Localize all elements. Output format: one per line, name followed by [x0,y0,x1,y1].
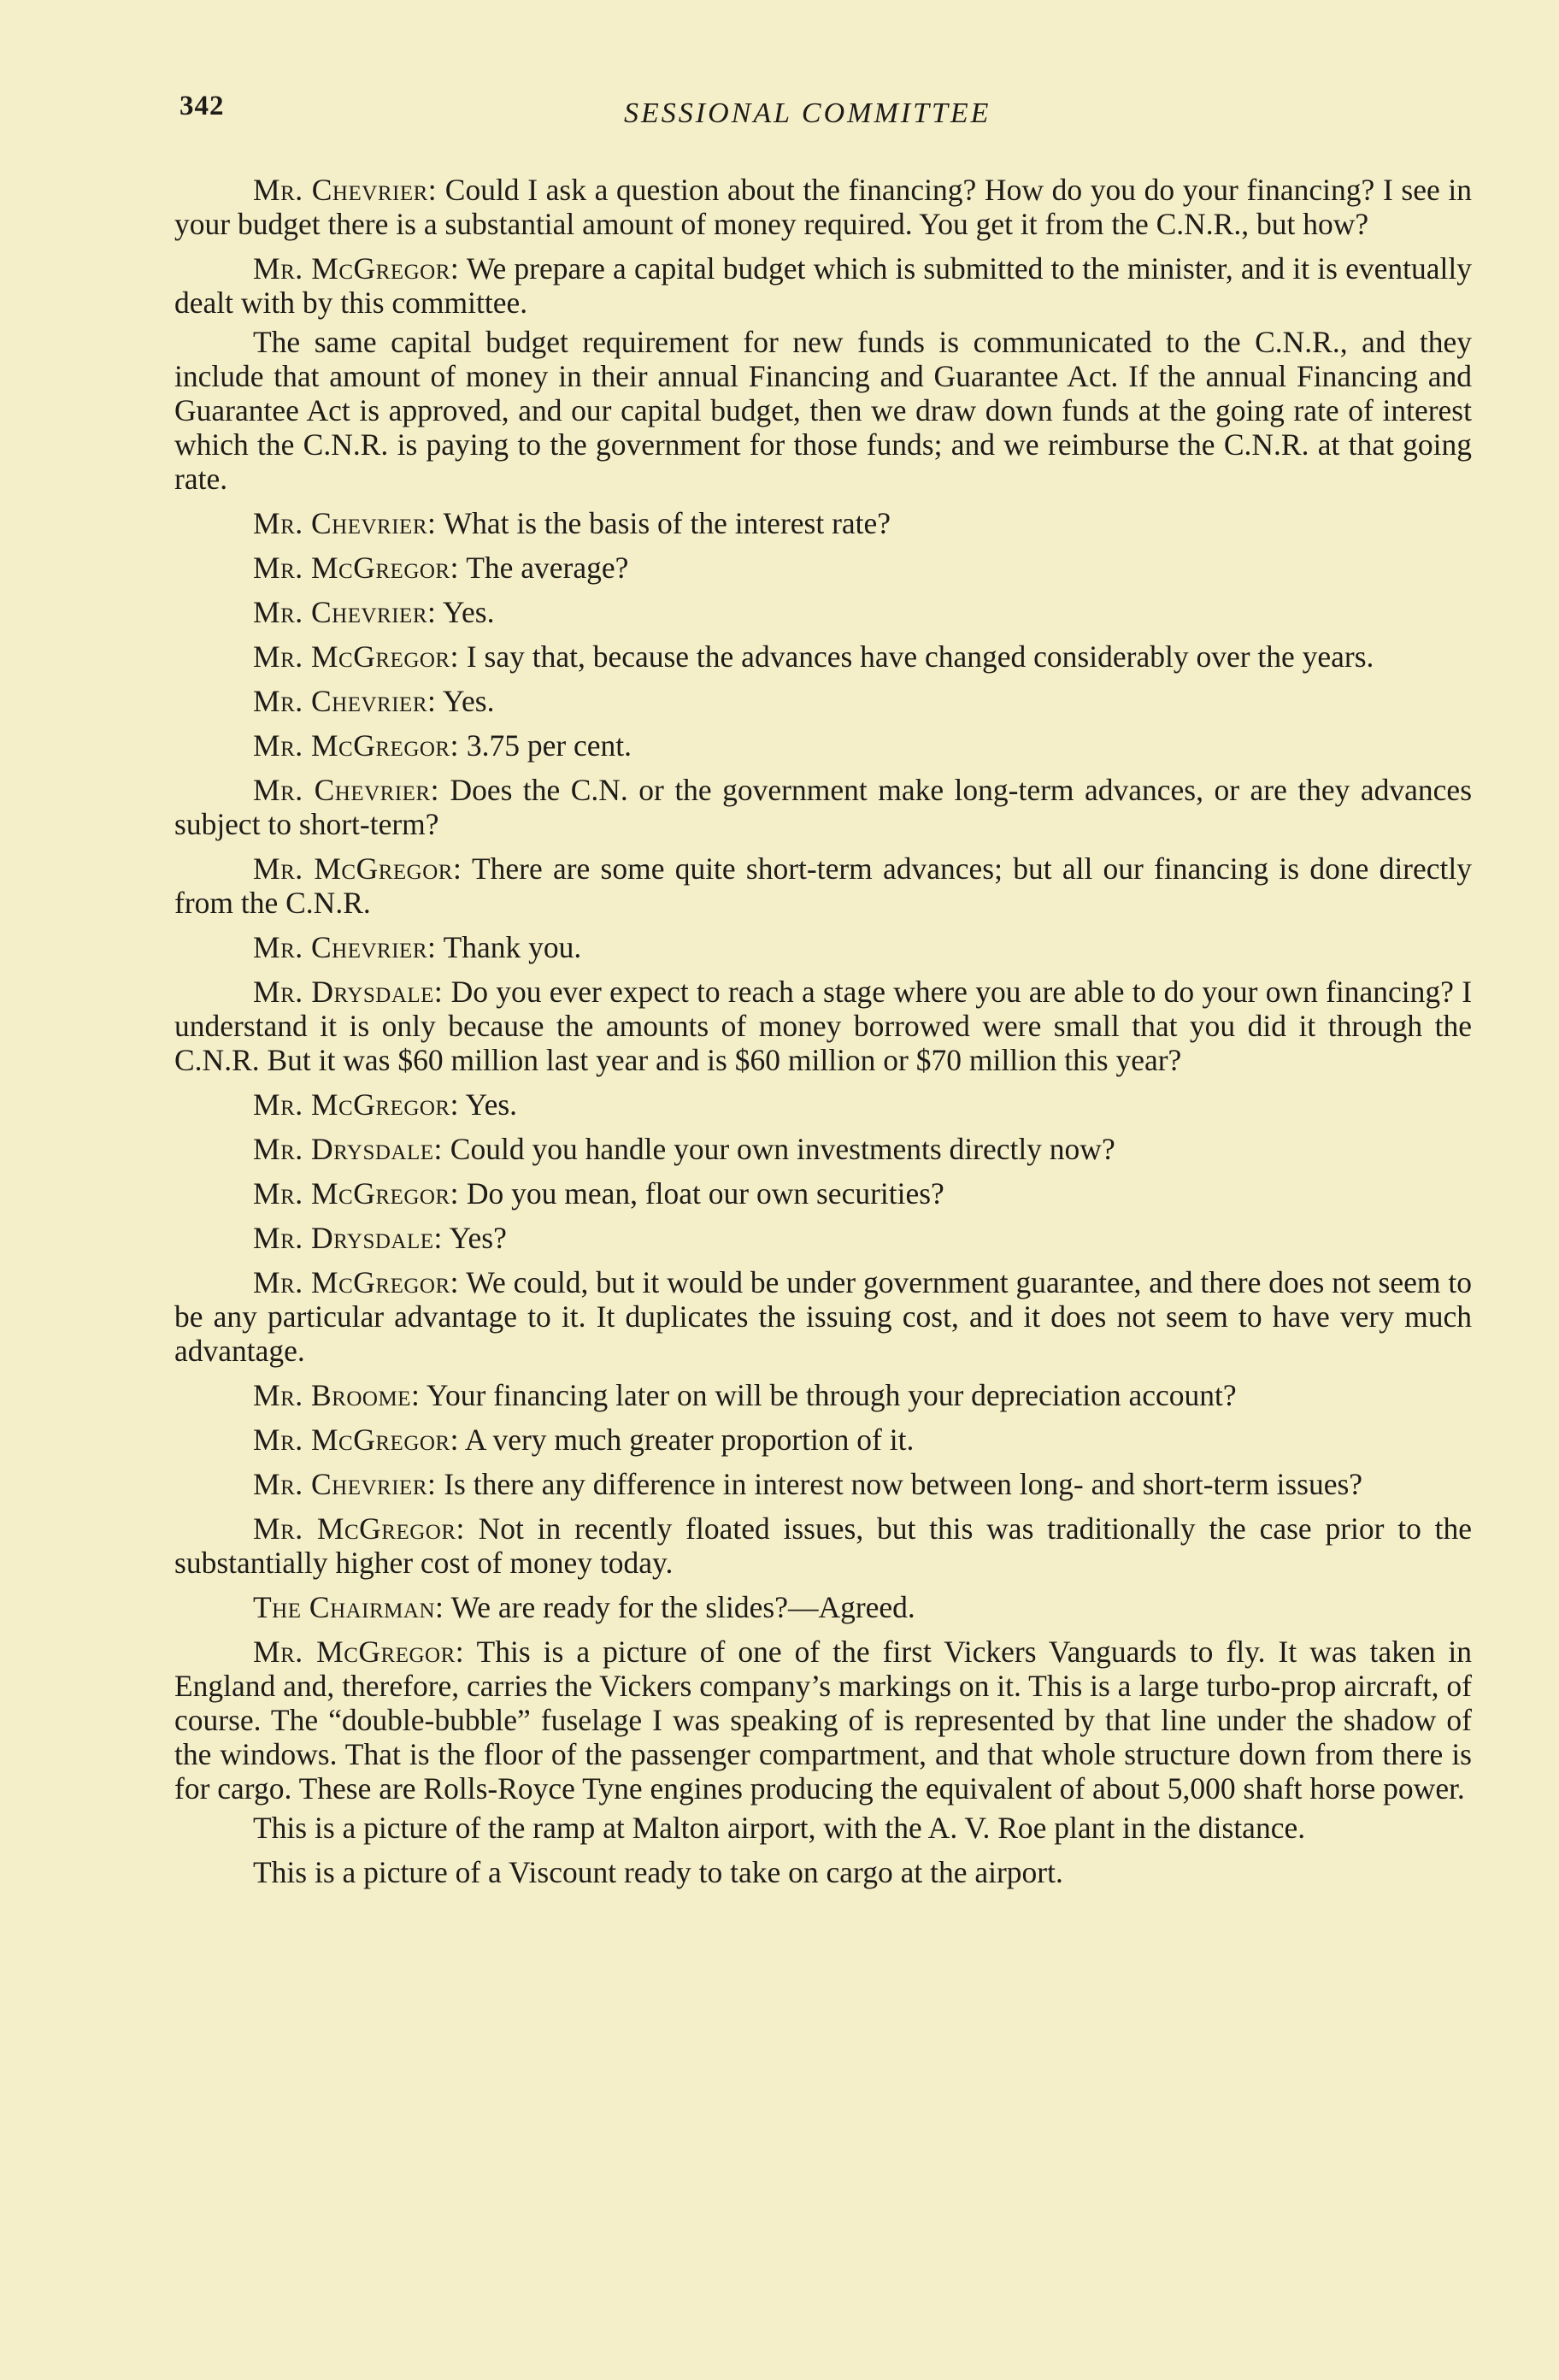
paragraph [174,1176,1472,1211]
paragraph [174,1467,1472,1501]
paragraph [174,1811,1472,1845]
paragraph [174,1590,1472,1624]
speaker: Mr. Broome: [253,1378,421,1412]
speaker: Mr. Chevrier: [253,1467,437,1501]
speaker: Mr. McGregor: [253,1635,465,1669]
paragraph [174,728,1472,763]
paragraph [174,851,1472,920]
paragraph-text: This is a picture of a Viscount ready to take on cargo at the airport. [253,1855,1063,1889]
page-header [179,85,1462,145]
paragraph-text: This is a picture of the ramp at Malton airport, with the A. V. Roe plant in the distance. [253,1811,1306,1845]
speaker: Mr. Drysdale: [253,975,444,1009]
paragraph-text: Not in recently floated issues, but this was traditionally the case prior to the substantially higher cost of money today. [174,1511,1472,1580]
paragraph [174,773,1472,841]
paragraph-text: 3.75 per cent. [466,728,632,763]
paragraph-text: Is there any difference in interest now between long- and short-term issues? [444,1467,1363,1501]
paragraph [174,1423,1472,1457]
paragraph-text: Yes. [465,1087,518,1122]
page-number: 342 [179,91,225,121]
speaker: Mr. Chevrier: [253,773,439,807]
paragraph [174,1635,1472,1806]
running-head: SESSIONAL COMMITTEE [624,97,991,129]
speaker: Mr. McGregor: [253,251,460,286]
transcript-body [174,173,1472,1900]
paragraph [174,325,1472,496]
paragraph [174,1132,1472,1166]
paragraph-text: We are ready for the slides?—Agreed. [450,1590,915,1624]
paragraph-text: The same capital budget requirement for new funds is communicated to the C.N.R., and they include that amount of money in their annual Financing and Guarantee Act. If the annual Financing and Guarantee Act is approved, and our capital budget, then we draw down funds at the going rate of interest which the C.N.R. is paying to the government for those funds; and we reimburse the C.N.R. at that going rate. [174,325,1472,496]
paragraph [174,551,1472,585]
paragraph-text: There are some quite short-term advances; but all our financing is done directly from the C.N.R. [174,851,1472,920]
paragraph [174,930,1472,964]
paragraph [174,1087,1472,1122]
paragraph-text: The average? [466,551,629,585]
paragraph-text: Could you handle your own investments directly now? [450,1132,1115,1166]
paragraph-text: Do you ever expect to reach a stage where you are able to do your own financing? I understand it is only because the amounts of money borrowed were small that you did it through the C.N.R. But it was $60 million last year and is $60 million or $70 million this year? [174,975,1473,1077]
paragraph-text: Thank you. [443,930,582,964]
paragraph-text: I say that, because the advances have changed considerably over the years. [466,639,1374,674]
paragraph [174,639,1472,674]
speaker: Mr. Chevrier: [253,930,437,964]
speaker: Mr. McGregor: [253,639,459,674]
paragraph [174,506,1472,540]
paragraph [174,1511,1472,1580]
paragraph-text: Could I ask a question about the financing? How do you do your financing? I see in your budget there is a substantial amount of money required. You get it from the C.N.R., but how? [174,173,1472,241]
speaker: Mr. McGregor: [253,1176,459,1211]
speaker: Mr. Chevrier: [253,595,437,629]
speaker: Mr. McGregor: [253,1087,459,1122]
paragraph [174,595,1472,629]
paragraph [174,1378,1472,1412]
speaker: Mr. McGregor: [253,728,459,763]
paragraph-text: A very much greater proportion of it. [464,1423,915,1457]
speaker: Mr. Drysdale: [253,1221,443,1255]
paragraph-text: This is a picture of one of the first Vickers Vanguards to fly. It was taken in England and, therefore, carries the Vickers company’s markings on it. This is a large turbo-prop aircraft, of course. The “double-bubble” fuselage I was speaking of is represented by that line under the shadow of the windows. That is the floor of the passenger compartment, and that whole structure down from there is for cargo. These are Rolls-Royce Tyne engines producing the equivalent of about 5,000 shaft horse power. [174,1635,1473,1806]
paragraph [174,173,1472,241]
paragraph-text: We prepare a capital budget which is submitted to the minister, and it is eventually dealt with by this committee. [174,251,1472,320]
paragraph-text: Your financing later on will be through your depreciation account? [426,1378,1237,1412]
speaker: Mr. Chevrier: [253,173,438,207]
speaker: Mr. Drysdale: [253,1132,443,1166]
paragraph [174,684,1472,718]
speaker: Mr. McGregor: [253,551,459,585]
speaker: The Chairman: [253,1590,444,1624]
paragraph-text: Yes. [442,595,495,629]
paragraph-text: What is the basis of the interest rate? [443,506,891,540]
speaker: Mr. McGregor: [253,851,462,886]
paragraph [174,975,1472,1077]
paragraph-text: Yes. [442,684,495,718]
paragraph-text: Yes? [449,1221,507,1255]
paragraph-text: We could, but it would be under government guarantee, and there does not seem to be any particular advantage to it. It duplicates the issuing cost, and it does not seem to have very much advantage. [174,1265,1472,1368]
paragraph [174,1265,1472,1368]
paragraph [174,251,1472,320]
speaker: Mr. McGregor: [253,1511,465,1546]
speaker: Mr. Chevrier: [253,684,437,718]
paragraph [174,1855,1472,1889]
speaker: Mr. McGregor: [253,1265,459,1299]
speaker: Mr. McGregor: [253,1423,459,1457]
paragraph [174,1221,1472,1255]
paragraph-text: Does the C.N. or the government make long-term advances, or are they advances subject to short-term? [174,773,1473,841]
paragraph-text: Do you mean, float our own securities? [466,1176,944,1211]
speaker: Mr. Chevrier: [253,506,437,540]
